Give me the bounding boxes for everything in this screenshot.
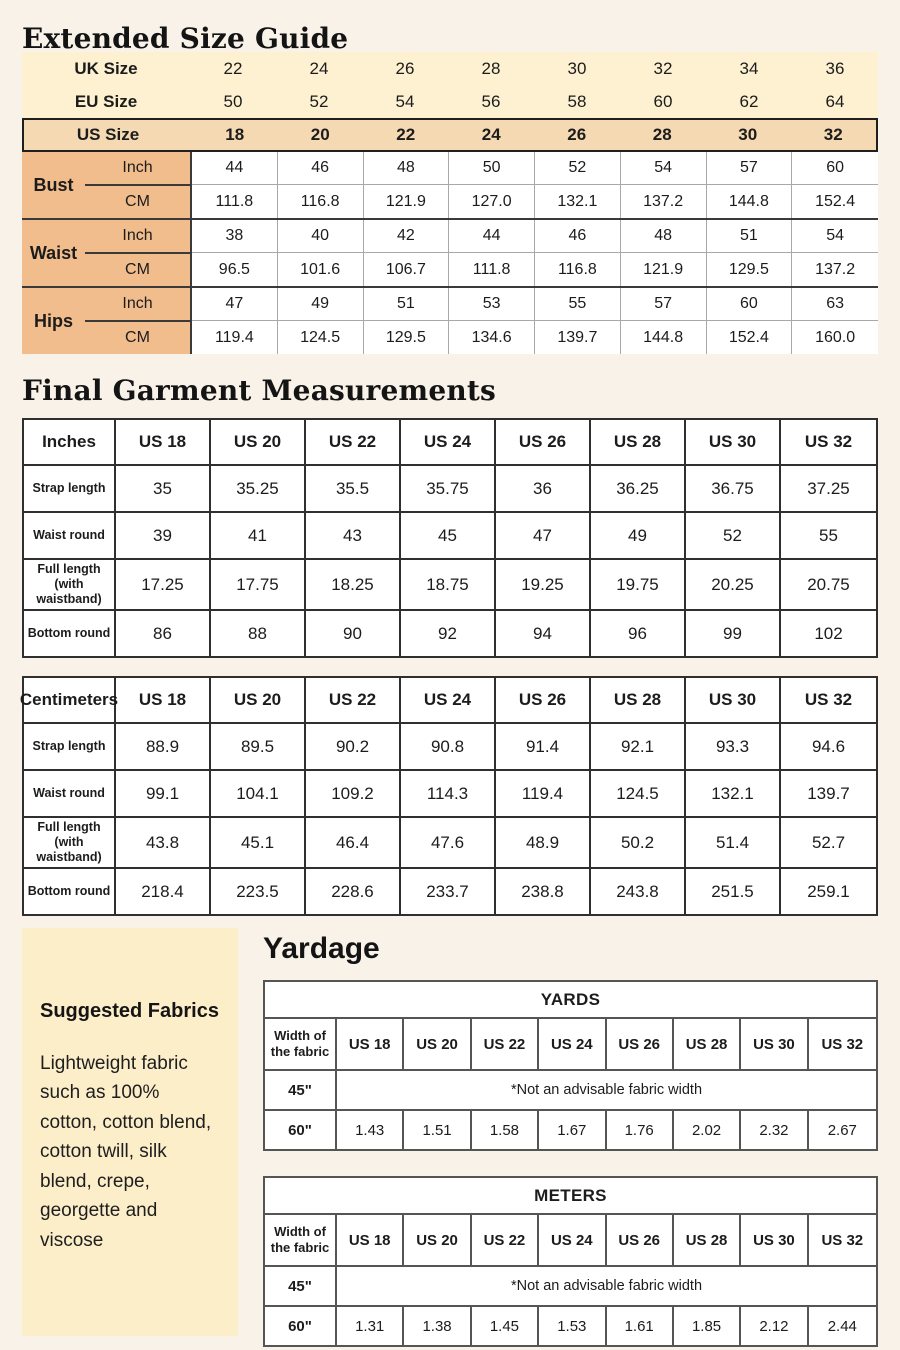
full-length-inches-row (24, 560, 876, 611)
full-length-label: Full length (with waistband) (24, 560, 116, 609)
bottom-round-value: 233.7 (401, 869, 496, 914)
meters-value: 2.44 (827, 1317, 857, 1335)
full-length-value: 46.4 (306, 818, 401, 867)
bottom-round-value: 102 (814, 623, 843, 643)
extended-size-guide-table (22, 52, 878, 354)
waist-label-cell (22, 220, 190, 286)
hips-inch-values-row (192, 288, 878, 321)
eu-size-value: 64 (825, 91, 845, 111)
bottom-round-inches-row (24, 611, 876, 656)
waist-inch-value: 38 (192, 220, 278, 252)
size-column-header: US 20 (404, 1019, 471, 1069)
size-column-header: US 32 (821, 1231, 864, 1249)
bottom-round-value: 259.1 (807, 881, 850, 901)
bust-inch-value: 44 (192, 152, 278, 184)
waist-round-value: 55 (819, 525, 838, 545)
bust-inch-value: 60 (826, 159, 845, 176)
us-size-row (22, 118, 878, 152)
meters-value: 1.85 (674, 1307, 741, 1345)
size-column-header: US 20 (211, 420, 306, 464)
full-length-value: 20.25 (686, 560, 781, 609)
bust-cm-value: 152.4 (815, 192, 856, 210)
waist-round-value: 41 (211, 513, 306, 558)
strap-length-value: 36 (496, 466, 591, 511)
waist-round-value: 104.1 (211, 771, 306, 816)
strap-length-value: 91.4 (496, 724, 591, 769)
full-length-value: 48.9 (496, 818, 591, 867)
size-column-header: US 26 (607, 1215, 674, 1265)
bust-inch-value: 57 (707, 152, 793, 184)
hips-cm-unit-label: CM (125, 329, 150, 346)
garment-centimeters-table (19, 676, 878, 916)
bust-cm-value: 127.0 (449, 185, 535, 218)
width-60-label: 60" (265, 1111, 337, 1149)
full-length-value: 51.4 (686, 818, 781, 867)
size-column-header: US 32 (804, 432, 853, 451)
bottom-round-value: 88 (211, 611, 306, 656)
waist-inch-value: 40 (278, 220, 364, 252)
bottom-round-value: 96 (591, 611, 686, 656)
full-length-value: 50.2 (591, 818, 686, 867)
size-column-header: US 18 (116, 678, 211, 722)
waist-label: Waist (29, 242, 78, 263)
hips-cm-value: 160.0 (815, 328, 856, 346)
bust-inch-value: 48 (364, 152, 450, 184)
eu-size-value: 54 (395, 91, 415, 111)
size-column-header: US 28 (674, 1019, 741, 1069)
waist-inch-value: 42 (364, 220, 450, 252)
uk-size-value: 28 (481, 58, 501, 78)
hips-inch-value: 57 (621, 288, 707, 320)
garment-inches-table (22, 418, 878, 658)
full-length-value: 47.6 (401, 818, 496, 867)
uk-size-value: 32 (653, 58, 673, 78)
full-length-value: 19.25 (496, 560, 591, 609)
waist-round-value: 39 (116, 513, 211, 558)
centimeters-header-row (19, 678, 876, 724)
eu-size-value: 58 (567, 91, 587, 111)
meters-value: 1.45 (472, 1307, 539, 1345)
strap-length-value: 93.3 (686, 724, 781, 769)
size-column-header: US 22 (306, 420, 401, 464)
bust-cm-value: 144.8 (707, 185, 793, 218)
suggested-fabrics-body: Lightweight fabric such as 100% cotton, cotton blend, cotton twill, silk blend, crepe, georgette and viscose (40, 1053, 212, 1251)
waist-round-label: Waist round (24, 513, 116, 558)
hips-cm-value: 119.4 (192, 321, 278, 354)
bust-cm-value: 137.2 (621, 185, 707, 218)
yardage-title: Yardage (263, 932, 380, 965)
us-size-value: 28 (652, 125, 672, 144)
hips-cm-value: 139.7 (535, 321, 621, 354)
strap-length-value: 35 (116, 466, 211, 511)
full-length-value: 20.75 (807, 574, 850, 594)
bottom-round-value: 243.8 (591, 869, 686, 914)
inches-unit-header: Inches (24, 420, 116, 464)
waist-inch-values-row (192, 220, 878, 253)
waist-round-label: Waist round (24, 771, 116, 816)
hips-inch-value: 51 (364, 288, 450, 320)
inches-header-row (24, 420, 876, 466)
width-of-fabric-label: Width of the fabric (265, 1019, 337, 1069)
meters-value: 2.12 (741, 1307, 808, 1345)
strap-length-value: 92.1 (591, 724, 686, 769)
strap-length-inches-row (24, 466, 876, 513)
bottom-round-value: 94 (496, 611, 591, 656)
eu-size-value: 62 (739, 91, 759, 111)
full-length-cm-row (24, 818, 876, 869)
waist-round-value: 132.1 (686, 771, 781, 816)
size-column-header: US 18 (337, 1019, 404, 1069)
waist-cm-values-row (192, 253, 878, 286)
strap-length-label: Strap length (24, 724, 116, 769)
full-length-value: 52.7 (811, 832, 846, 852)
size-column-header: US 28 (591, 420, 686, 464)
yards-value: 1.67 (539, 1111, 606, 1149)
bust-cm-values-row (192, 185, 878, 218)
bottom-round-value: 223.5 (211, 869, 306, 914)
full-length-value: 45.1 (211, 818, 306, 867)
yards-table-title: YARDS (265, 982, 876, 1019)
uk-size-value: 22 (223, 58, 243, 78)
bust-cm-value: 132.1 (535, 185, 621, 218)
waist-inch-unit-label: Inch (85, 220, 190, 254)
size-column-header: US 22 (472, 1019, 539, 1069)
strap-length-value: 88.9 (116, 724, 211, 769)
bust-group (22, 152, 878, 218)
meters-value: 1.38 (404, 1307, 471, 1345)
waist-round-inches-row (24, 513, 876, 560)
meters-table-title: METERS (265, 1178, 876, 1215)
waist-round-value: 49 (591, 513, 686, 558)
centimeters-unit-header: Centimeters (24, 678, 116, 722)
size-column-header: US 20 (404, 1215, 471, 1265)
waist-cm-value: 111.8 (449, 253, 535, 286)
uk-size-value: 36 (825, 58, 845, 78)
full-length-value: 19.75 (591, 560, 686, 609)
width-of-fabric-label: Width of the fabric (265, 1215, 337, 1265)
waist-inch-value: 54 (826, 227, 845, 244)
hips-cm-value: 134.6 (449, 321, 535, 354)
meters-value: 1.31 (337, 1307, 404, 1345)
waist-cm-value: 137.2 (815, 260, 856, 278)
not-advisable-note: *Not an advisable fabric width (510, 1278, 703, 1294)
yards-value: 1.58 (472, 1111, 539, 1149)
size-column-header: US 26 (496, 678, 591, 722)
waist-round-value: 119.4 (496, 771, 591, 816)
uk-size-label: UK Size (74, 58, 138, 78)
full-length-value: 18.25 (306, 560, 401, 609)
full-length-value: 43.8 (116, 818, 211, 867)
bust-cm-value: 116.8 (278, 185, 364, 218)
bust-inch-unit-label: Inch (85, 152, 190, 186)
waist-round-value: 52 (686, 513, 781, 558)
size-column-header: US 24 (539, 1019, 606, 1069)
size-column-header: US 30 (686, 420, 781, 464)
us-size-value: 26 (567, 125, 587, 144)
hips-inch-value: 63 (826, 295, 845, 312)
yards-value: 1.43 (337, 1111, 404, 1149)
bust-inch-value: 50 (449, 152, 535, 184)
waist-inch-value: 46 (535, 220, 621, 252)
waist-round-value: 47 (496, 513, 591, 558)
size-column-header: US 30 (741, 1215, 808, 1265)
width-60-label: 60" (265, 1307, 337, 1345)
eu-size-value: 50 (223, 91, 243, 111)
strap-length-value: 90.8 (401, 724, 496, 769)
waist-cm-value: 116.8 (535, 253, 621, 286)
yards-value: 2.02 (674, 1111, 741, 1149)
yards-60-row (265, 1111, 876, 1149)
hips-inch-value: 55 (535, 288, 621, 320)
yards-value: 1.76 (607, 1111, 674, 1149)
bottom-round-value: 99 (686, 611, 781, 656)
size-column-header: US 28 (674, 1215, 741, 1265)
uk-size-value: 26 (395, 58, 415, 78)
waist-round-value: 114.3 (401, 771, 496, 816)
bust-inch-value: 52 (535, 152, 621, 184)
waist-cm-value: 121.9 (621, 253, 707, 286)
size-column-header: US 32 (821, 1035, 864, 1053)
full-length-value: 17.25 (116, 560, 211, 609)
bust-cm-value: 121.9 (364, 185, 450, 218)
waist-cm-value: 106.7 (364, 253, 450, 286)
size-column-header: US 24 (539, 1215, 606, 1265)
width-45-label: 45" (265, 1071, 337, 1109)
size-column-header: US 24 (401, 678, 496, 722)
full-length-label: Full length (with waistband) (24, 818, 116, 867)
us-size-value: 24 (481, 125, 501, 144)
full-length-value: 18.75 (401, 560, 496, 609)
full-length-value: 17.75 (211, 560, 306, 609)
waist-round-value: 139.7 (807, 783, 850, 803)
waist-round-value: 124.5 (591, 771, 686, 816)
strap-length-value: 36.75 (686, 466, 781, 511)
bottom-round-cm-row (24, 869, 876, 914)
hips-cm-value: 129.5 (364, 321, 450, 354)
eu-size-row (22, 85, 878, 118)
strap-length-value: 90.2 (306, 724, 401, 769)
hips-cm-value: 144.8 (621, 321, 707, 354)
hips-label: Hips (33, 310, 73, 331)
meters-45-row (265, 1267, 876, 1307)
waist-cm-value: 129.5 (707, 253, 793, 286)
waist-inch-value: 44 (449, 220, 535, 252)
hips-cm-values-row (192, 321, 878, 354)
bottom-round-value: 251.5 (686, 869, 781, 914)
hips-inch-value: 47 (192, 288, 278, 320)
bottom-round-value: 238.8 (496, 869, 591, 914)
final-garment-title: Final Garment Measurements (22, 374, 497, 407)
strap-length-value: 89.5 (211, 724, 306, 769)
meters-header-row (265, 1215, 876, 1267)
us-size-value: 18 (225, 125, 245, 144)
size-column-header: US 30 (741, 1019, 808, 1069)
bust-inch-value: 46 (278, 152, 364, 184)
waist-inch-value: 48 (621, 220, 707, 252)
hips-group (22, 286, 878, 354)
bust-cm-unit-label: CM (125, 193, 150, 210)
eu-size-value: 56 (481, 91, 501, 111)
size-column-header: US 28 (591, 678, 686, 722)
us-size-value: 20 (310, 125, 330, 144)
eu-size-value: 60 (653, 91, 673, 111)
bottom-round-value: 228.6 (306, 869, 401, 914)
strap-length-label: Strap length (24, 466, 116, 511)
yards-value: 2.32 (741, 1111, 808, 1149)
waist-round-cm-row (24, 771, 876, 818)
strap-length-value: 35.75 (401, 466, 496, 511)
yards-45-row (265, 1071, 876, 1111)
hips-inch-value: 53 (449, 288, 535, 320)
waist-round-value: 45 (401, 513, 496, 558)
width-45-label: 45" (265, 1267, 337, 1305)
meters-60-row (265, 1307, 876, 1345)
size-column-header: US 20 (211, 678, 306, 722)
waist-round-value: 99.1 (116, 771, 211, 816)
bust-inch-values-row (192, 152, 878, 185)
us-size-label: US Size (76, 125, 140, 144)
strap-length-cm-row (24, 724, 876, 771)
uk-size-value: 34 (739, 58, 759, 78)
size-column-header: US 30 (686, 678, 781, 722)
bottom-round-label: Bottom round (24, 869, 116, 914)
suggested-fabrics-box (22, 928, 238, 1336)
us-size-value: 22 (396, 125, 416, 144)
yards-value: 2.67 (827, 1121, 857, 1139)
hips-cm-value: 124.5 (278, 321, 364, 354)
meters-value: 1.61 (607, 1307, 674, 1345)
bust-label: Bust (33, 174, 74, 195)
meters-value: 1.53 (539, 1307, 606, 1345)
hips-inch-value: 60 (707, 288, 793, 320)
us-size-value: 32 (823, 125, 843, 144)
bottom-round-value: 92 (401, 611, 496, 656)
strap-length-value: 35.5 (306, 466, 401, 511)
eu-size-value: 52 (309, 91, 329, 111)
hips-label-cell (22, 288, 190, 354)
size-column-header: US 26 (496, 420, 591, 464)
strap-length-value: 35.25 (211, 466, 306, 511)
meters-table (263, 1176, 878, 1347)
bust-cm-value: 111.8 (192, 185, 278, 218)
uk-size-value: 24 (309, 58, 329, 78)
size-column-header: US 32 (804, 690, 853, 709)
extended-size-guide-title: Extended Size Guide (22, 22, 349, 55)
strap-length-value: 37.25 (807, 478, 850, 498)
bust-label-cell (22, 152, 190, 218)
waist-round-value: 109.2 (306, 771, 401, 816)
suggested-fabrics-title: Suggested Fabrics (40, 1000, 219, 1022)
bottom-round-label: Bottom round (24, 611, 116, 656)
bottom-round-value: 90 (306, 611, 401, 656)
waist-cm-value: 101.6 (278, 253, 364, 286)
waist-round-value: 43 (306, 513, 401, 558)
yards-header-row (265, 1019, 876, 1071)
bust-inch-value: 54 (621, 152, 707, 184)
size-column-header: US 18 (116, 420, 211, 464)
strap-length-value: 94.6 (811, 736, 846, 756)
strap-length-value: 36.25 (591, 466, 686, 511)
waist-cm-value: 96.5 (192, 253, 278, 286)
yards-table (263, 980, 878, 1151)
uk-size-row (22, 52, 878, 85)
yards-value: 1.51 (404, 1111, 471, 1149)
size-column-header: US 26 (607, 1019, 674, 1069)
us-size-value: 30 (738, 125, 758, 144)
not-advisable-note: *Not an advisable fabric width (510, 1082, 703, 1098)
size-column-header: US 22 (306, 678, 401, 722)
bottom-round-value: 218.4 (116, 869, 211, 914)
waist-cm-unit-label: CM (125, 261, 150, 278)
waist-inch-value: 51 (707, 220, 793, 252)
size-column-header: US 18 (337, 1215, 404, 1265)
hips-inch-value: 49 (278, 288, 364, 320)
size-column-header: US 24 (401, 420, 496, 464)
eu-size-label: EU Size (74, 91, 138, 111)
hips-inch-unit-label: Inch (85, 288, 190, 322)
size-column-header: US 22 (472, 1215, 539, 1265)
hips-cm-value: 152.4 (707, 321, 793, 354)
waist-group (22, 218, 878, 286)
uk-size-value: 30 (567, 58, 587, 78)
bottom-round-value: 86 (116, 611, 211, 656)
